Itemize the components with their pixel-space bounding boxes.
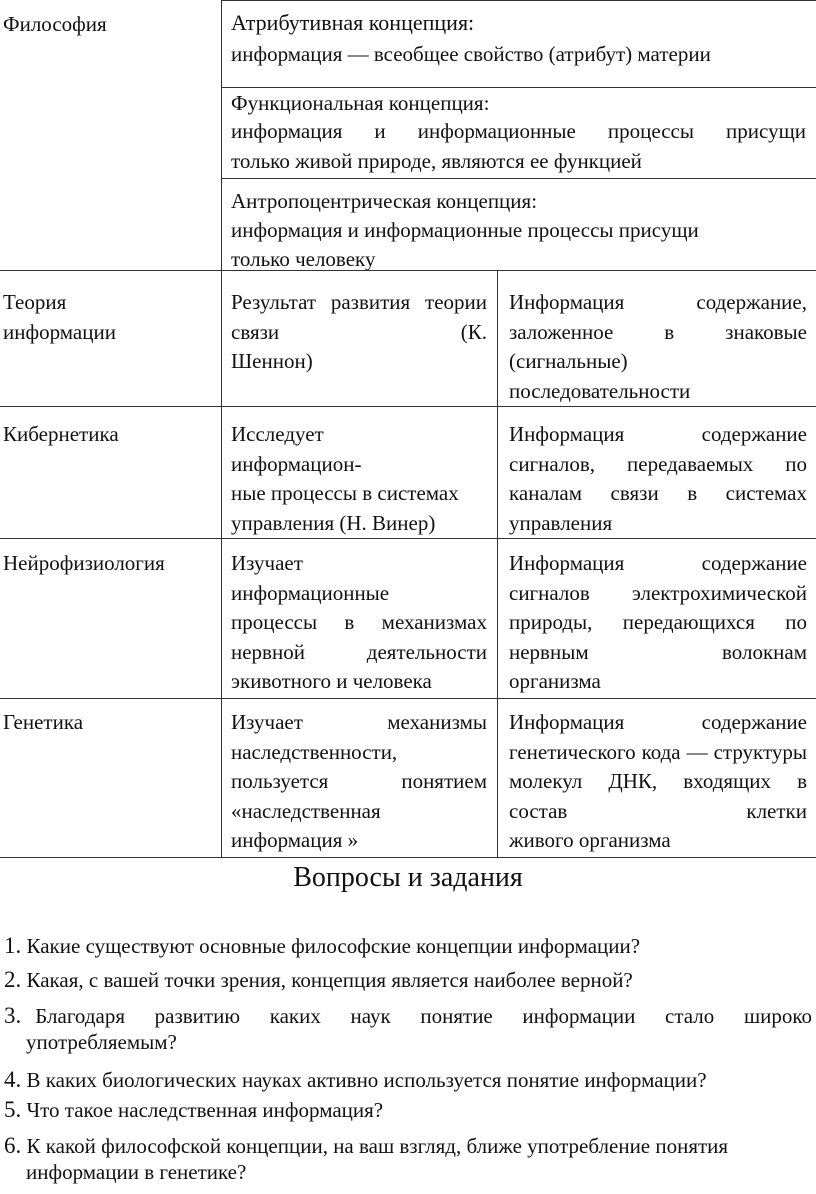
description-line: Изучает механизмы [231,710,487,734]
question-6 [4,1133,812,1185]
info-theory-definition [509,288,807,406]
description-line: управления (Н. Винер) [231,510,436,535]
row-philosophy-field: Философия [3,12,107,36]
definition-line: входящих в состав клетки [509,769,807,823]
attributive-concept-text: информация — всеобщее свойство (атрибут) материи [231,42,711,66]
question-5 [4,1097,812,1123]
neurophysiology-definition [509,549,807,697]
question-number: 6. [4,1133,22,1158]
definition-line: сигналов, передаваемых по [509,451,807,476]
row-genetics-field: Генетика [3,710,84,734]
question-4 [4,1067,812,1093]
question-2 [4,967,812,993]
description-line: Изучает [231,551,303,575]
description-line: Результат развития [231,290,411,314]
definition-line: сигналов электрохимической [509,580,807,605]
definition-line: структуры молекул ДНК, [509,739,807,793]
functional-concept-text [231,117,806,176]
question-text-line-1: Благодаря развитию каких наук понятие информации стало широко [35,1004,812,1028]
row-info-theory-field [3,288,116,347]
description-line: «наследственная [231,798,381,823]
definition-line: последовательности [509,378,691,403]
field-line: Теория [3,290,67,314]
question-number: 2. [4,967,22,992]
definition-line: генетического кода — [509,739,708,764]
functional-line-2: только живой природе, являются ее функцией [231,148,642,173]
description-line: теории связи (К. [231,290,488,344]
definition-line: Информация содержание [509,422,807,446]
question-1 [4,933,812,959]
row-neurophysiology-field: Нейрофизиология [3,551,165,575]
definition-line: каналам связи в системах [509,481,807,505]
question-number: 3. [4,1003,22,1028]
description-line: процессы в механизмах [231,610,487,634]
definition-line: Информация содержание [509,551,807,575]
definition-line: Информация содержание [509,710,807,734]
row-cybernetics-field: Кибернетика [3,422,119,446]
field-line: информации [3,319,116,344]
question-number: 1. [4,933,22,958]
question-text-line-1: К какой философской концепции, на ваш взгляд, ближе употребление понятия [26,1134,729,1158]
functional-concept-title: Функциональная концепция: [231,91,490,115]
genetics-definition [509,708,807,856]
section-title: Вопросы и задания [293,862,523,893]
anthropocentric-line-1: информация и информационные процессы присущи [231,218,699,242]
description-line: нервной деятельности [231,639,487,664]
description-line: Шеннон) [231,349,313,373]
question-number: 4. [4,1067,22,1092]
question-text-line-2: информации в генетике? [26,1160,247,1184]
description-line: информацион- [231,451,362,476]
cybernetics-definition [509,420,807,538]
question-text: Какие существуют основные философские концепции информации? [26,934,641,958]
definition-line: заложенное в знаковые [509,319,807,344]
anthropocentric-concept-title: Антропоцентрическая концепция: [231,189,538,213]
description-line: информационные [231,580,390,605]
description-line: экивотного и человека [231,669,432,693]
neurophysiology-description [231,549,487,697]
attributive-concept-title: Атрибутивная концепция: [231,10,475,35]
description-line: ные процессы в системах [231,481,459,505]
question-3 [4,1003,812,1055]
question-text: В каких биологических науках активно используется понятие информации? [26,1068,707,1092]
definition-line: (сигнальные) [509,349,628,373]
description-line: Исследует [231,422,324,446]
cybernetics-description [231,420,491,538]
definition-line: природы, передающихся по [509,610,807,634]
anthropocentric-line-2: только человеку [231,247,376,271]
description-line: информация » [231,828,359,852]
functional-line-1: информация и информационные процессы присущи [231,119,806,143]
definition-line: управления [509,510,613,535]
question-text: Какая, с вашей точки зрения, концепция является наиболее верной? [26,968,633,992]
description-line: пользуется понятием [231,769,487,793]
question-text: Что такое наследственная информация? [26,1098,384,1122]
description-line: наследственности, [231,739,398,764]
info-theory-description [231,288,487,377]
genetics-description [231,708,487,856]
definition-line: Информация содержание, [509,290,807,314]
definition-line: организма [509,669,601,693]
question-text-line-2: употребляемым? [26,1030,177,1054]
definition-line: нервным волокнам [509,639,807,664]
question-number: 5. [4,1097,22,1122]
definition-line: живого организма [509,828,671,852]
